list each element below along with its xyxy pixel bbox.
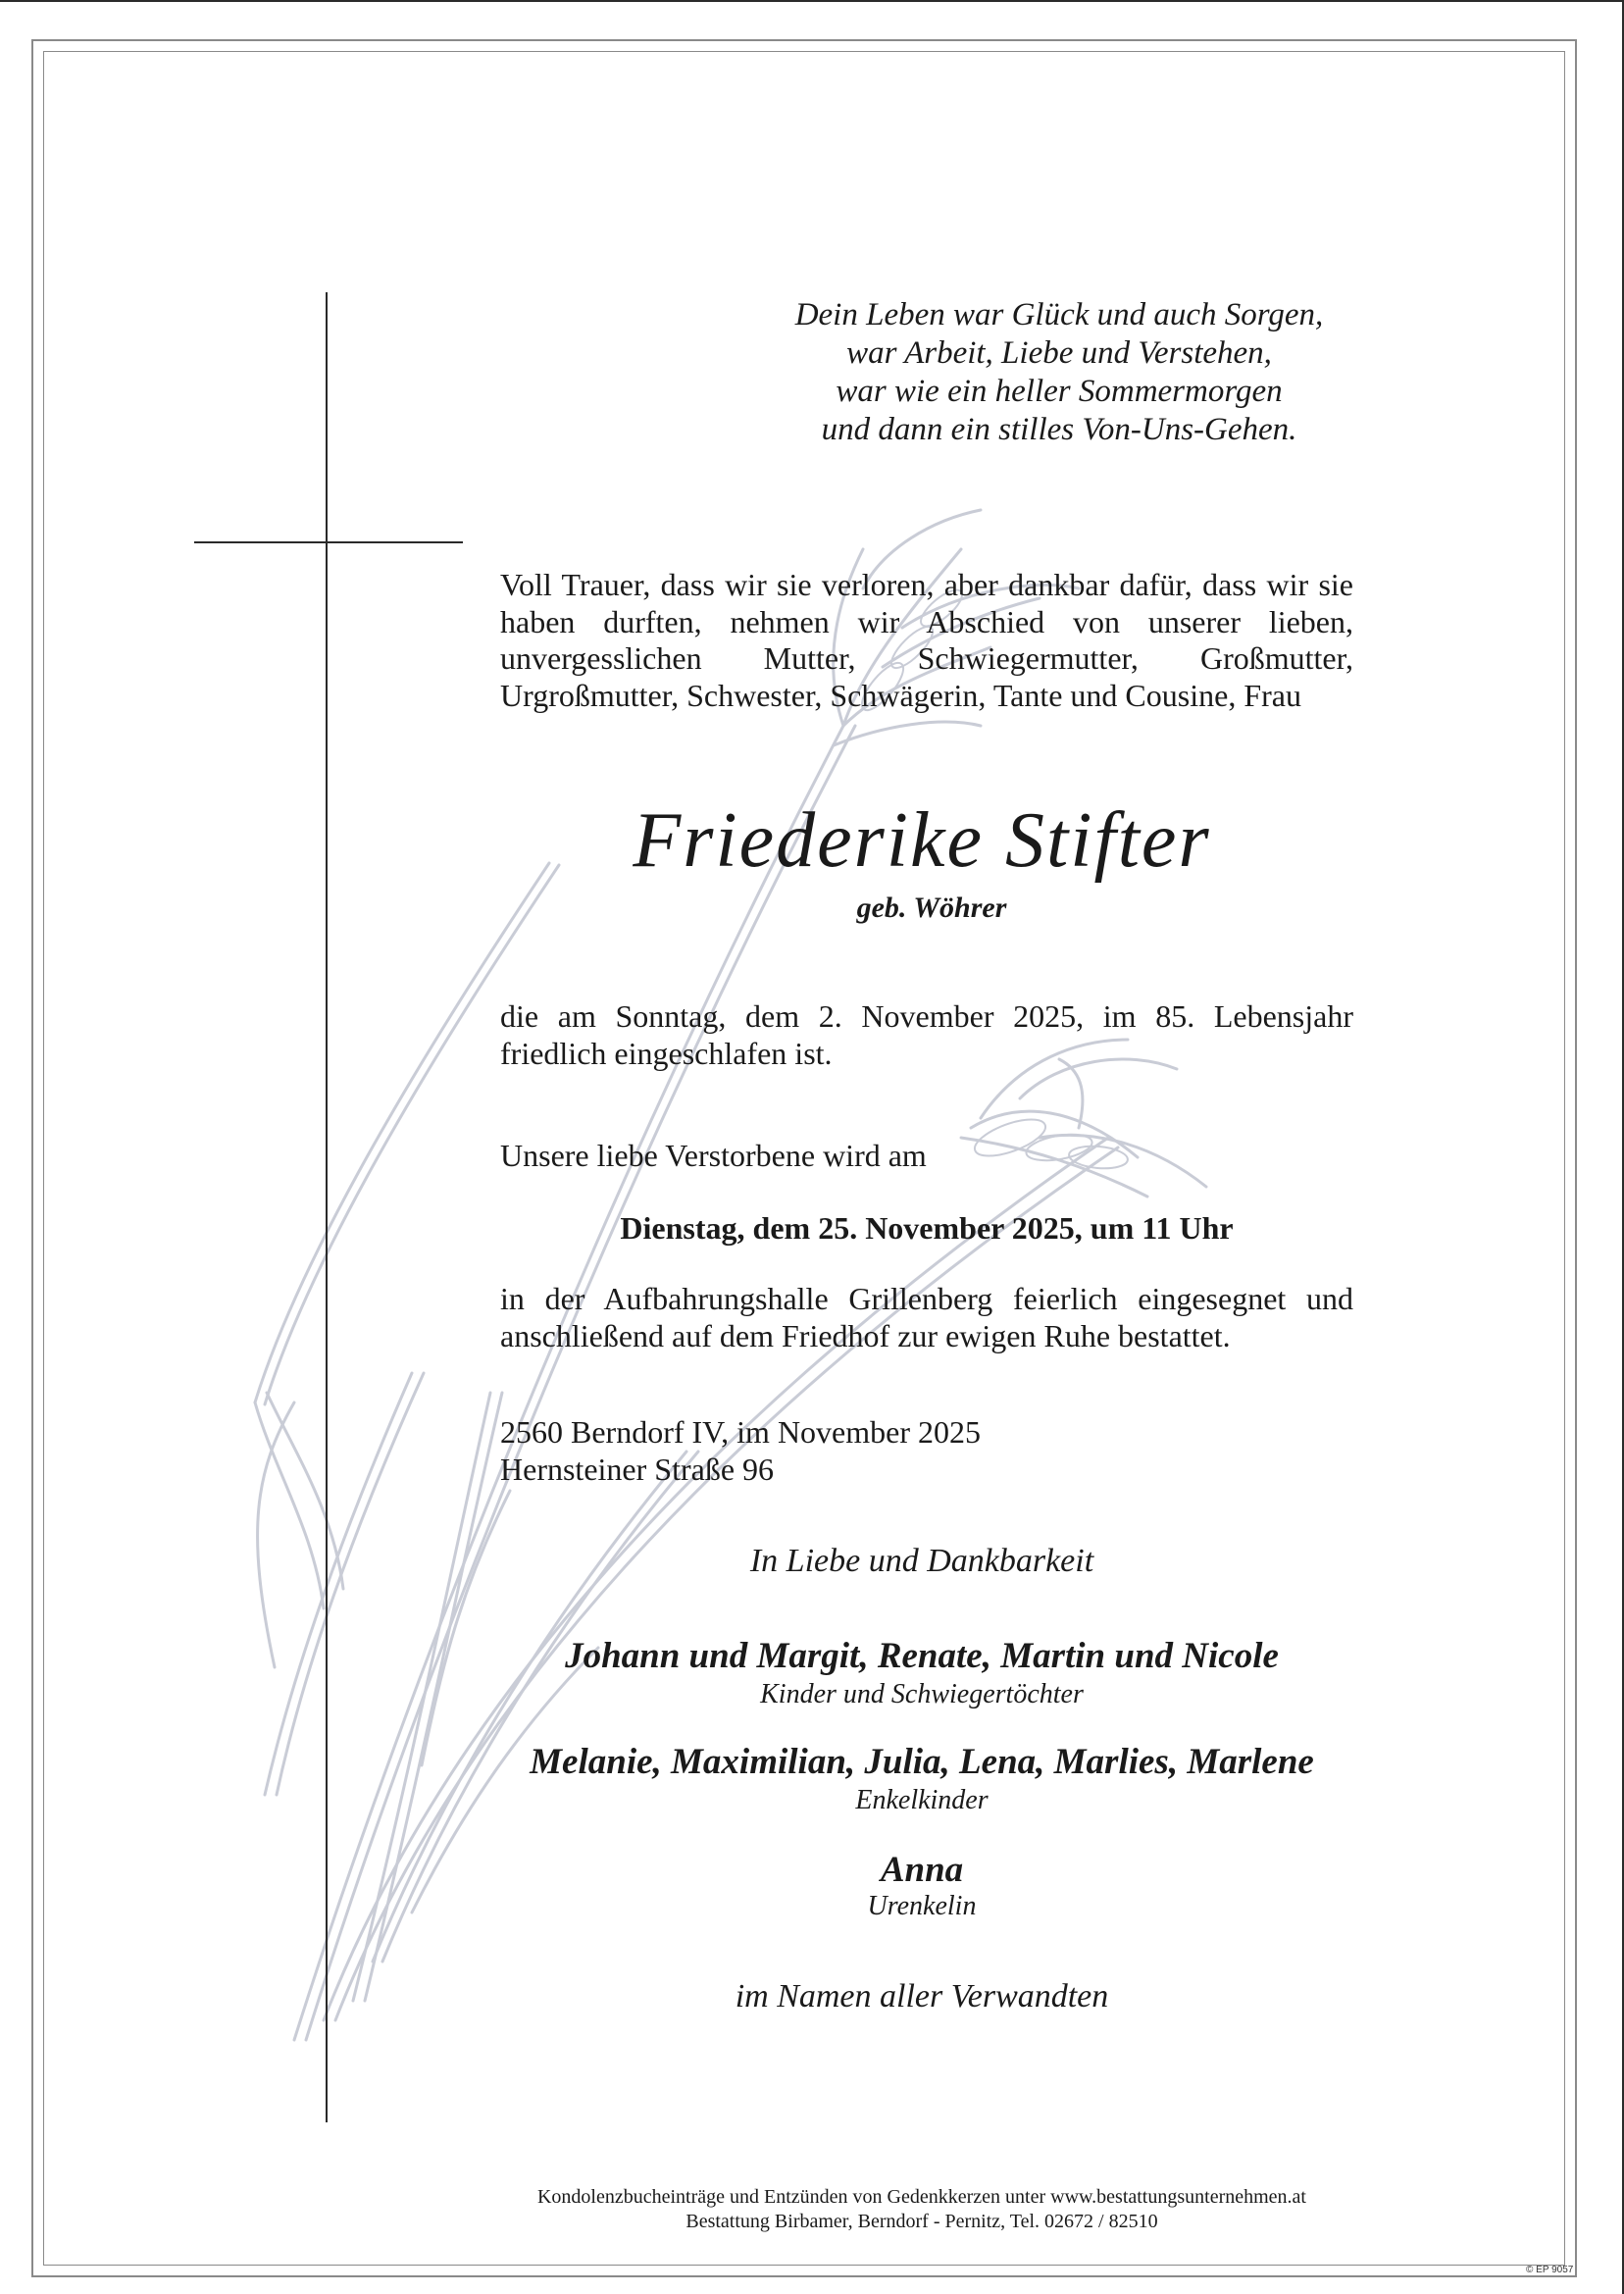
intro-line: Voll Trauer, dass wir sie verloren, aber dankbar dafür, dass wir sie [500,567,1353,602]
poem-line: war Arbeit, Liebe und Verstehen, [846,335,1272,371]
footer-condolence-line: Kondolenzbucheinträge und Entzünden von Gedenkkerzen unter www.bestattungsunternehmen.at [536,2186,1306,2208]
poem-line: war wie ein heller Sommermorgen [836,374,1283,409]
address [500,1414,1353,1488]
service-text-line: anschließend auf dem Friedhof zur ewigen Ruhe bestattet. [500,1317,1231,1353]
poem [765,296,1353,449]
closing-line: im Namen aller Verwandten [735,1978,1109,2014]
maiden-name: geb. Wöhrer [856,892,1007,924]
mourner-names: Melanie, Maximilian, Julia, Lena, Marlies, Marlene [530,1742,1314,1782]
copyright-code: © EP 9057 [1526,2265,1574,2275]
death-notice [500,998,1353,1072]
deceased-name: Friederike Stifter [633,797,1211,884]
service-intro: Unsere liebe Verstorbene wird am [500,1138,927,1173]
gratitude-line: In Liebe und Dankbarkeit [749,1543,1094,1579]
address-line: 2560 Berndorf IV, im November 2025 [500,1414,981,1450]
intro-paragraph [500,567,1353,714]
mourner-names: Johann und Margit, Renate, Martin und Nicole [565,1636,1279,1676]
cross-vertical-bar [326,292,328,2122]
poem-line: und dann ein stilles Von-Uns-Gehen. [821,412,1297,447]
footer-funeral-home-line: Bestattung Birbamer, Berndorf - Pernitz, Tel. 02672 / 82510 [685,2211,1158,2232]
intro-line: haben durften, nehmen wir Abschied von unserer lieben, [500,603,1353,639]
mourner-relation: Kinder und Schwiegertöchter [760,1679,1084,1709]
death-notice-line: die am Sonntag, dem 2. November 2025, im 85. Lebensjahr [500,998,1353,1034]
cross-horizontal-bar [194,541,463,543]
poem-line: Dein Leben war Glück und auch Sorgen, [794,297,1324,332]
intro-line: Urgroßmutter, Schwester, Schwägerin, Tante und Cousine, Frau [500,677,1301,713]
service-text [500,1281,1353,1354]
death-notice-line: friedlich eingeschlafen ist. [500,1035,833,1071]
service-date: Dienstag, dem 25. November 2025, um 11 Uhr [620,1210,1234,1246]
address-line: Hernsteiner Straße 96 [500,1451,775,1487]
intro-line: unvergesslichen Mutter, Schwiegermutter, Großmutter, [500,640,1353,676]
mourner-relation: Urenkelin [867,1891,977,1921]
service-text-line: in der Aufbahrungshalle Grillenberg feierlich eingesegnet und [500,1281,1353,1316]
mourner-relation: Enkelkinder [855,1785,989,1815]
mourner-names: Anna [880,1850,964,1890]
